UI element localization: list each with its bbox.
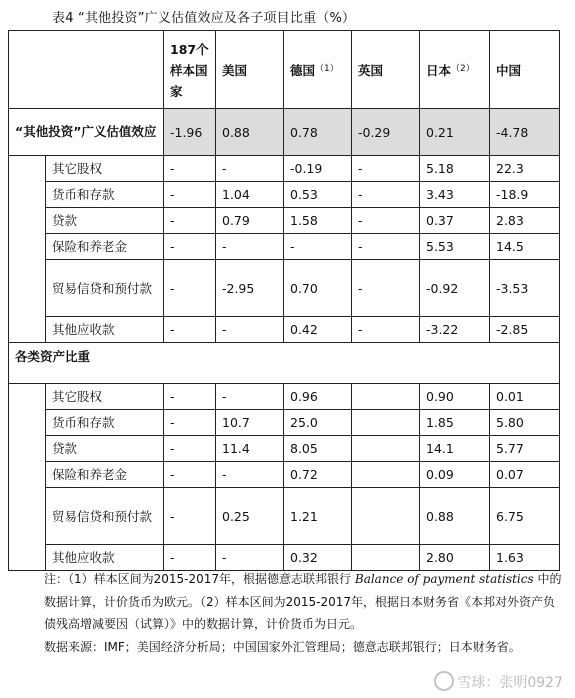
cell-value: 2.80 xyxy=(420,545,490,571)
cell-value: 3.43 xyxy=(420,182,490,208)
cell-value: - xyxy=(164,182,216,208)
header-jp: 日本$^{(2)}$ xyxy=(420,31,490,109)
table-title: 表4 “其他投资”广义估值效应及各子项目比重（%） xyxy=(52,11,356,26)
row-label: 其他应收款 xyxy=(46,545,164,571)
cell-value: -3.22 xyxy=(420,317,490,343)
cell-value: 0.01 xyxy=(490,384,560,410)
cell-value: 25.0 xyxy=(284,410,352,436)
cell-value: - xyxy=(216,545,284,571)
cell-value: 14.1 xyxy=(420,436,490,462)
section2-row xyxy=(9,343,560,384)
cell-value: - xyxy=(164,462,216,488)
row-label: 其它股权 xyxy=(46,156,164,182)
notes xyxy=(10,568,562,658)
cell-value: 14.5 xyxy=(490,234,560,260)
cell-value: - xyxy=(216,234,284,260)
cell-value: - xyxy=(352,260,420,317)
row-label: 其它股权 xyxy=(46,384,164,410)
table-row xyxy=(9,410,560,436)
cell-value: 0.32 xyxy=(284,545,352,571)
header-sample: 187个样本国家 xyxy=(164,31,216,109)
cell-value xyxy=(352,488,420,545)
cell-value: 1.58 xyxy=(284,208,352,234)
cell-value: - xyxy=(352,208,420,234)
cell-value: 0.72 xyxy=(284,462,352,488)
indent-cell xyxy=(9,156,46,182)
row-label: 保险和养老金 xyxy=(46,234,164,260)
section2-body xyxy=(9,384,560,571)
indent-cell xyxy=(9,436,46,462)
cell-value: 0.88 xyxy=(420,488,490,545)
cell-value: 0.79 xyxy=(216,208,284,234)
cell-value: -0.92 xyxy=(420,260,490,317)
row-label: 贸易信贷和预付款 xyxy=(46,260,164,317)
cell-value: - xyxy=(352,182,420,208)
cell-value: 0.42 xyxy=(284,317,352,343)
note-source: 数据来源：IMF；美国经济分析局；中国国家外汇管理局；德意志联邦银行；日本财务省。 xyxy=(44,639,521,654)
section2-label: 各类资产比重 xyxy=(9,343,560,384)
row-label: 贷款 xyxy=(46,436,164,462)
cell-value: - xyxy=(164,234,216,260)
cell-value: -0.19 xyxy=(284,156,352,182)
cell-value: 5.80 xyxy=(490,410,560,436)
row-label: 贷款 xyxy=(46,208,164,234)
cell-value: -18.9 xyxy=(490,182,560,208)
section1-label: “其他投资”广义估值效应 xyxy=(9,109,164,156)
cell-value xyxy=(352,545,420,571)
cell-value: 8.05 xyxy=(284,436,352,462)
cell-value xyxy=(352,436,420,462)
cell-value: 11.4 xyxy=(216,436,284,462)
indent-cell xyxy=(9,234,46,260)
cell-value: 22.3 xyxy=(490,156,560,182)
table-row xyxy=(9,156,560,182)
cell-value xyxy=(352,462,420,488)
row-label: 保险和养老金 xyxy=(46,462,164,488)
indent-cell xyxy=(9,260,46,317)
cell-value xyxy=(352,410,420,436)
watermark: 雪球：张明0927 xyxy=(434,671,563,692)
section1-row xyxy=(9,109,560,156)
cell-value xyxy=(352,384,420,410)
section1-body xyxy=(9,156,560,343)
indent-cell xyxy=(9,462,46,488)
table-row xyxy=(9,545,560,571)
row-label: 货币和存款 xyxy=(46,182,164,208)
cell-value: - xyxy=(216,317,284,343)
cell-value: - xyxy=(352,234,420,260)
indent-cell xyxy=(9,545,46,571)
cell-value: 2.83 xyxy=(490,208,560,234)
cell-value: - xyxy=(164,410,216,436)
cell-value: - xyxy=(164,384,216,410)
section1-value: -4.78 xyxy=(490,109,560,156)
cell-value: - xyxy=(284,234,352,260)
header-uk: 英国 xyxy=(352,31,420,109)
cell-value: - xyxy=(352,317,420,343)
cell-value: - xyxy=(164,156,216,182)
cell-value: 0.25 xyxy=(216,488,284,545)
data-table xyxy=(8,30,560,571)
table-row xyxy=(9,488,560,545)
section1-value: -1.96 xyxy=(164,109,216,156)
row-label: 货币和存款 xyxy=(46,410,164,436)
header-row xyxy=(9,31,560,109)
cell-value: 6.75 xyxy=(490,488,560,545)
xueqiu-logo-icon xyxy=(434,671,454,691)
cell-value: - xyxy=(164,260,216,317)
section1-value: -0.29 xyxy=(352,109,420,156)
cell-value: 0.96 xyxy=(284,384,352,410)
indent-cell xyxy=(9,410,46,436)
cell-value: 1.85 xyxy=(420,410,490,436)
indent-cell xyxy=(9,317,46,343)
cell-value: 0.53 xyxy=(284,182,352,208)
cell-value: - xyxy=(352,156,420,182)
table-row xyxy=(9,317,560,343)
cell-value: - xyxy=(216,384,284,410)
table-row xyxy=(9,462,560,488)
cell-value: - xyxy=(164,317,216,343)
table-row xyxy=(9,384,560,410)
cell-value: 0.09 xyxy=(420,462,490,488)
indent-cell xyxy=(9,182,46,208)
section1-value: 0.88 xyxy=(216,109,284,156)
header-us: 美国 xyxy=(216,31,284,109)
cell-value: 1.21 xyxy=(284,488,352,545)
cell-value: -2.95 xyxy=(216,260,284,317)
indent-cell xyxy=(9,208,46,234)
cell-value: - xyxy=(164,545,216,571)
note-1: 注：（1）样本区间为2015-2017年，根据德意志联邦银行 Balance of payment statistics 中的数据计算，计价货币为欧元。（2）样本区间为2015-2017年，根据日本财务省《本邦对外资产负债残高增减要因（试算）》中的数据计算，计价货币为日元。 xyxy=(44,572,562,631)
cell-value: - xyxy=(164,436,216,462)
cell-value: -3.53 xyxy=(490,260,560,317)
table-row xyxy=(9,260,560,317)
header-de: 德国$^{(1)}$ xyxy=(284,31,352,109)
cell-value: 1.63 xyxy=(490,545,560,571)
cell-value: 5.77 xyxy=(490,436,560,462)
cell-value: - xyxy=(216,462,284,488)
cell-value: - xyxy=(216,156,284,182)
header-corner xyxy=(9,31,164,109)
table-row xyxy=(9,436,560,462)
cell-value: 0.70 xyxy=(284,260,352,317)
cell-value: 5.53 xyxy=(420,234,490,260)
cell-value: 0.07 xyxy=(490,462,560,488)
table-row xyxy=(9,234,560,260)
header-cn: 中国 xyxy=(490,31,560,109)
cell-value: 0.90 xyxy=(420,384,490,410)
table-row xyxy=(9,182,560,208)
row-label: 其他应收款 xyxy=(46,317,164,343)
cell-value: - xyxy=(164,208,216,234)
cell-value: 1.04 xyxy=(216,182,284,208)
table-row xyxy=(9,208,560,234)
section1-value: 0.21 xyxy=(420,109,490,156)
cell-value: - xyxy=(164,488,216,545)
cell-value: 5.18 xyxy=(420,156,490,182)
cell-value: 10.7 xyxy=(216,410,284,436)
indent-cell xyxy=(9,488,46,545)
indent-cell xyxy=(9,384,46,410)
section1-value: 0.78 xyxy=(284,109,352,156)
cell-value: -2.85 xyxy=(490,317,560,343)
row-label: 贸易信贷和预付款 xyxy=(46,488,164,545)
cell-value: 0.37 xyxy=(420,208,490,234)
